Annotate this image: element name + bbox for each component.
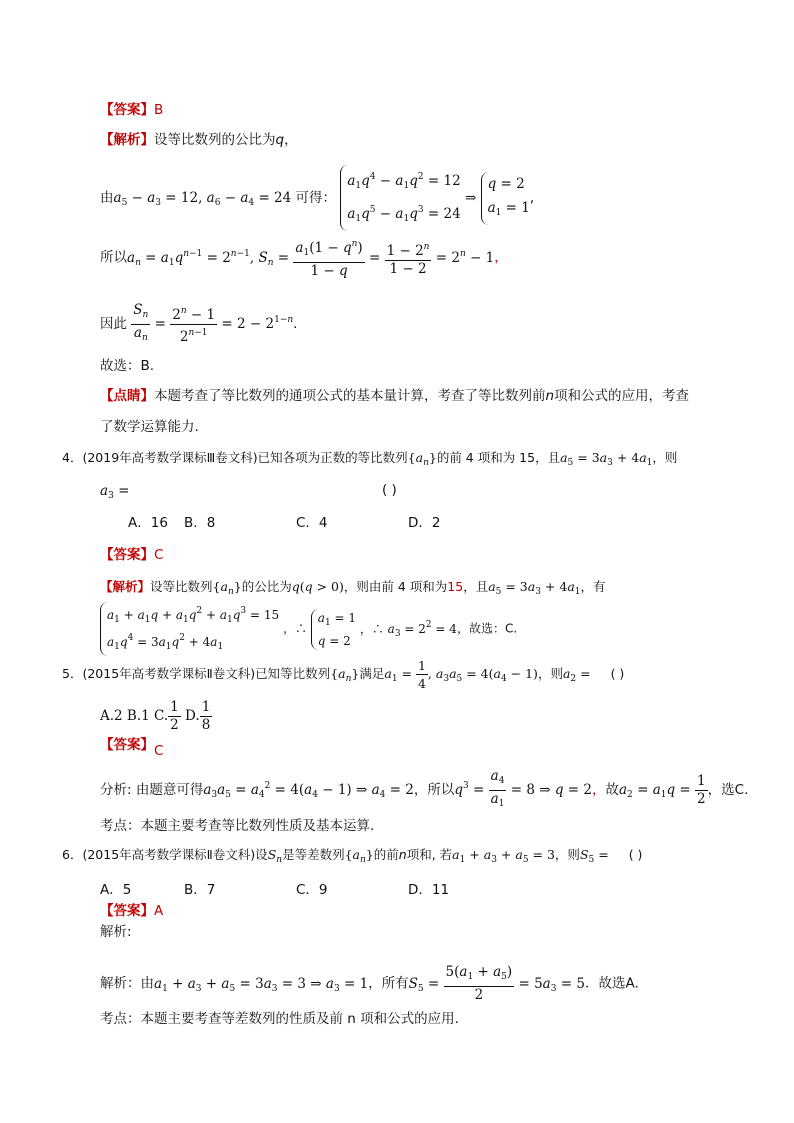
q6-kaodian: 考点：本题主要考查等差数列的性质及前 n 项和公式的应用. <box>100 1011 459 1027</box>
q4-option-c: C．4 <box>296 515 328 531</box>
q4-number: 4． <box>62 450 83 465</box>
answer-label: 【答案】 <box>100 102 154 118</box>
q3-solution-system: q = 2 $a_1 = 1$ <box>481 172 530 225</box>
q6-stem-text2: 是等差数列 <box>282 847 345 862</box>
q6-stem-text: 设 <box>255 847 268 862</box>
q4-paren: ( ) <box>382 482 397 498</box>
q5-options: A.2 B.1 C. $\frac{1}{2}$ D. $\frac{1}{8}$ <box>100 699 211 733</box>
analysis-label: 【解析】 <box>100 132 154 148</box>
q5-stem-text3: ，则 <box>537 666 563 681</box>
q3-answer-value: B <box>154 102 164 118</box>
q4-analysis-text3: ，则由前 4 项和为 <box>343 579 448 594</box>
q3-mid-text: 可得： <box>295 190 337 206</box>
q4-option-d: D．2 <box>408 515 441 531</box>
q4-system-line: $a_1 + a_1q + a_1q^2 + a_1q^3 = 15$ $a_1q^4 = 3a_1q^2 + 4a_1$ ，∴ $a_1 = 1$ q = 2 ，∴ $a_3 = 2^2 = 4$，故选：C. <box>100 602 517 656</box>
q5-answer-value: C <box>154 743 164 759</box>
q3-prefix-you: 由 <box>100 190 114 206</box>
q6-number: 6． <box>62 847 83 862</box>
q6-answer-line <box>100 905 163 919</box>
q4-analysis-15: 15 <box>447 579 464 594</box>
q5-paren: ( ) <box>610 666 625 681</box>
q4-analysis-text2: 的公比为 <box>241 579 292 594</box>
q3-system-line: 由$a_5 - a_3 = 12$, $a_6 - a_4 = 24$ 可得： $a_1q^4 - a_1q^2 = 12$ $a_1q^5 - a_1q^3 = 24$ ⇒ q = 2 $a_1 = 1$ , <box>100 165 534 231</box>
q4-stem-text2: 的前 4 项和为 15，且 <box>436 450 561 465</box>
q5-analysis-mid: ，所以 <box>413 782 455 798</box>
q5-option-d: D. <box>180 708 200 724</box>
q4-source: (2019年高考数学课标Ⅲ卷文科) <box>82 450 258 465</box>
q6-stem-text4: 项和, 若 <box>406 847 453 862</box>
q4-analysis-text4: ，且 <box>463 579 489 594</box>
q6-stem-text3: 的前 <box>373 847 399 862</box>
q4-stem-text3: ，则 <box>652 450 678 465</box>
q4-answer-value: C <box>154 547 164 563</box>
q3-formula-line: 所以$a_n = a_1q^{n-1} = 2^{n-1}$, $S_n$ = $\frac{a_1(1 - q^n)}{1 - q}$ = $\frac{1 - 2^n}{1 - 2}$ = $2^n - 1$， <box>100 236 508 280</box>
q3-comment-line1: 【点睛】本题考查了等比数列的通项公式的基本量计算，考查了等比数列前n项和公式的应用，考查 <box>100 388 690 404</box>
q4-blank: $a_3$ = <box>100 483 130 501</box>
q4-analysis-text5: ，有 <box>580 579 606 594</box>
q3-select: 故选：B. <box>100 358 155 374</box>
q6-stem: 6．(2015年高考数学课标Ⅱ卷文科)设$S_n$是等差数列$\{a_n\}$的前n项和, 若$a_1 + a_3 + a_5 = 3$，则$S_5$ = ( ) <box>62 847 643 865</box>
q4-option-b: B．8 <box>184 515 216 531</box>
q5-options-abc: A.2 B.1 C. <box>100 708 169 724</box>
q5-answer-line <box>100 737 164 759</box>
q3-comment-text1: 本题考查了等比数列的通项公式的基本量计算，考查了等比数列前 <box>154 388 546 404</box>
q6-option-c: C．9 <box>296 882 328 898</box>
analysis-label: 【解析】 <box>100 579 151 594</box>
q3-equation-system: $a_1q^4 - a_1q^2 = 12$ $a_1q^5 - a_1q^3 = 24$ <box>340 165 460 231</box>
q3-ratio-line: 因此 $\frac{S_n}{a_n}$ = $\frac{2^n - 1}{2^{n-1}}$ = $2 - 2^{1-n}$. <box>100 302 298 345</box>
q3-analysis-line1: 【解析】设等比数列的公比为q， <box>100 132 298 148</box>
q4-stem-text: 已知各项为正数的等比数列 <box>257 450 408 465</box>
q6-paren: ( ) <box>628 847 643 862</box>
q6-option-b: B．7 <box>184 882 216 898</box>
q4-option-a: A．16 <box>128 515 168 531</box>
q3-prefix-yinci: 因此 <box>100 316 127 332</box>
q6-source: (2015年高考数学课标Ⅱ卷文科) <box>82 847 256 862</box>
q4-select: ，故选：C. <box>456 621 518 636</box>
q4-answer-line <box>100 549 163 563</box>
q6-answer-value: A <box>154 903 164 919</box>
q4-analysis-line1: 【解析】设等比数列$\{a_n\}$的公比为q(q > 0)，则由前 4 项和为15，且$a_5 = 3a_3 + 4a_1$，有 <box>100 579 606 597</box>
q3-prefix-suoyi: 所以 <box>100 249 127 266</box>
comment-label: 【点睛】 <box>100 388 154 404</box>
q3-comment-text1-end: 项和公式的应用，考查 <box>554 388 690 404</box>
q5-stem-text2: 满足 <box>359 666 385 681</box>
q6-analysis-end: ．故选A. <box>584 975 639 992</box>
q6-option-d: D．11 <box>408 882 450 898</box>
q5-stem: 5．(2015年高考数学课标Ⅱ卷文科)已知等比数列$\{a_n\}$满足$a_1$ = $\frac{1}{4}$ , $a_3a_5 = 4(a_4 - 1)$，则$a_2$ = ( ) <box>62 658 625 691</box>
q3-comment-line2: 了数学运算能力. <box>100 419 199 435</box>
q6-analysis-mid: ，所有 <box>368 975 409 992</box>
q3-analysis-text: 设等比数列的公比为 <box>154 132 276 148</box>
answer-label: 【答案】 <box>100 737 154 753</box>
q5-stem-text: 已知等比数列 <box>255 666 331 681</box>
q5-analysis-line: 分析: 由题意可得$a_3a_5 = a_4^2 = 4(a_4 - 1)$ ⇒ $a_4 = 2$，所以$q^3$ = $\frac{a_4}{a_1}$ = 8 ⇒ q = 2，故$a_2 = a_1q$ = $\frac{1}{2}$ ，选C. <box>100 768 749 809</box>
q5-number: 5． <box>62 666 83 681</box>
q5-analysis-prefix: 分析: 由题意可得 <box>100 782 204 798</box>
q6-analysis-prefix: 解析：由 <box>100 975 154 992</box>
q4-stem: 4．(2019年高考数学课标Ⅲ卷文科)已知各项为正数的等比数列$\{a_n\}$的前 4 项和为 15，且$a_5 = 3a_3 + 4a_1$，则 <box>62 450 678 468</box>
answer-label: 【答案】 <box>100 547 154 563</box>
q6-analysis-line: 解析：由$a_1 + a_3 + a_5 = 3a_3 = 3$ ⇒ $a_3 = 1$，所有$S_5$ = $\frac{5(a_1 + a_5)}{2}$ = $5a_3 = 5$．故选A. <box>100 964 639 1003</box>
q6-stem-text5: ，则 <box>554 847 580 862</box>
q4-solution-system: $a_1 = 1$ q = 2 <box>311 609 356 650</box>
q5-analysis-end: ，选C. <box>707 782 749 798</box>
q5-kaodian: 考点：本题主要考查等比数列性质及基本运算. <box>100 818 375 834</box>
q4-analysis-text1: 设等比数列 <box>150 579 213 594</box>
q6-option-a: A．5 <box>100 882 132 898</box>
q6-jiexi-label: 解析: <box>100 924 132 940</box>
answer-label: 【答案】 <box>100 903 154 919</box>
q3-answer-line <box>100 104 163 118</box>
q5-source: (2015年高考数学课标Ⅱ卷文科) <box>82 666 256 681</box>
q4-equation-system: $a_1 + a_1q + a_1q^2 + a_1q^3 = 15$ $a_1q^4 = 3a_1q^2 + 4a_1$ <box>100 602 279 656</box>
